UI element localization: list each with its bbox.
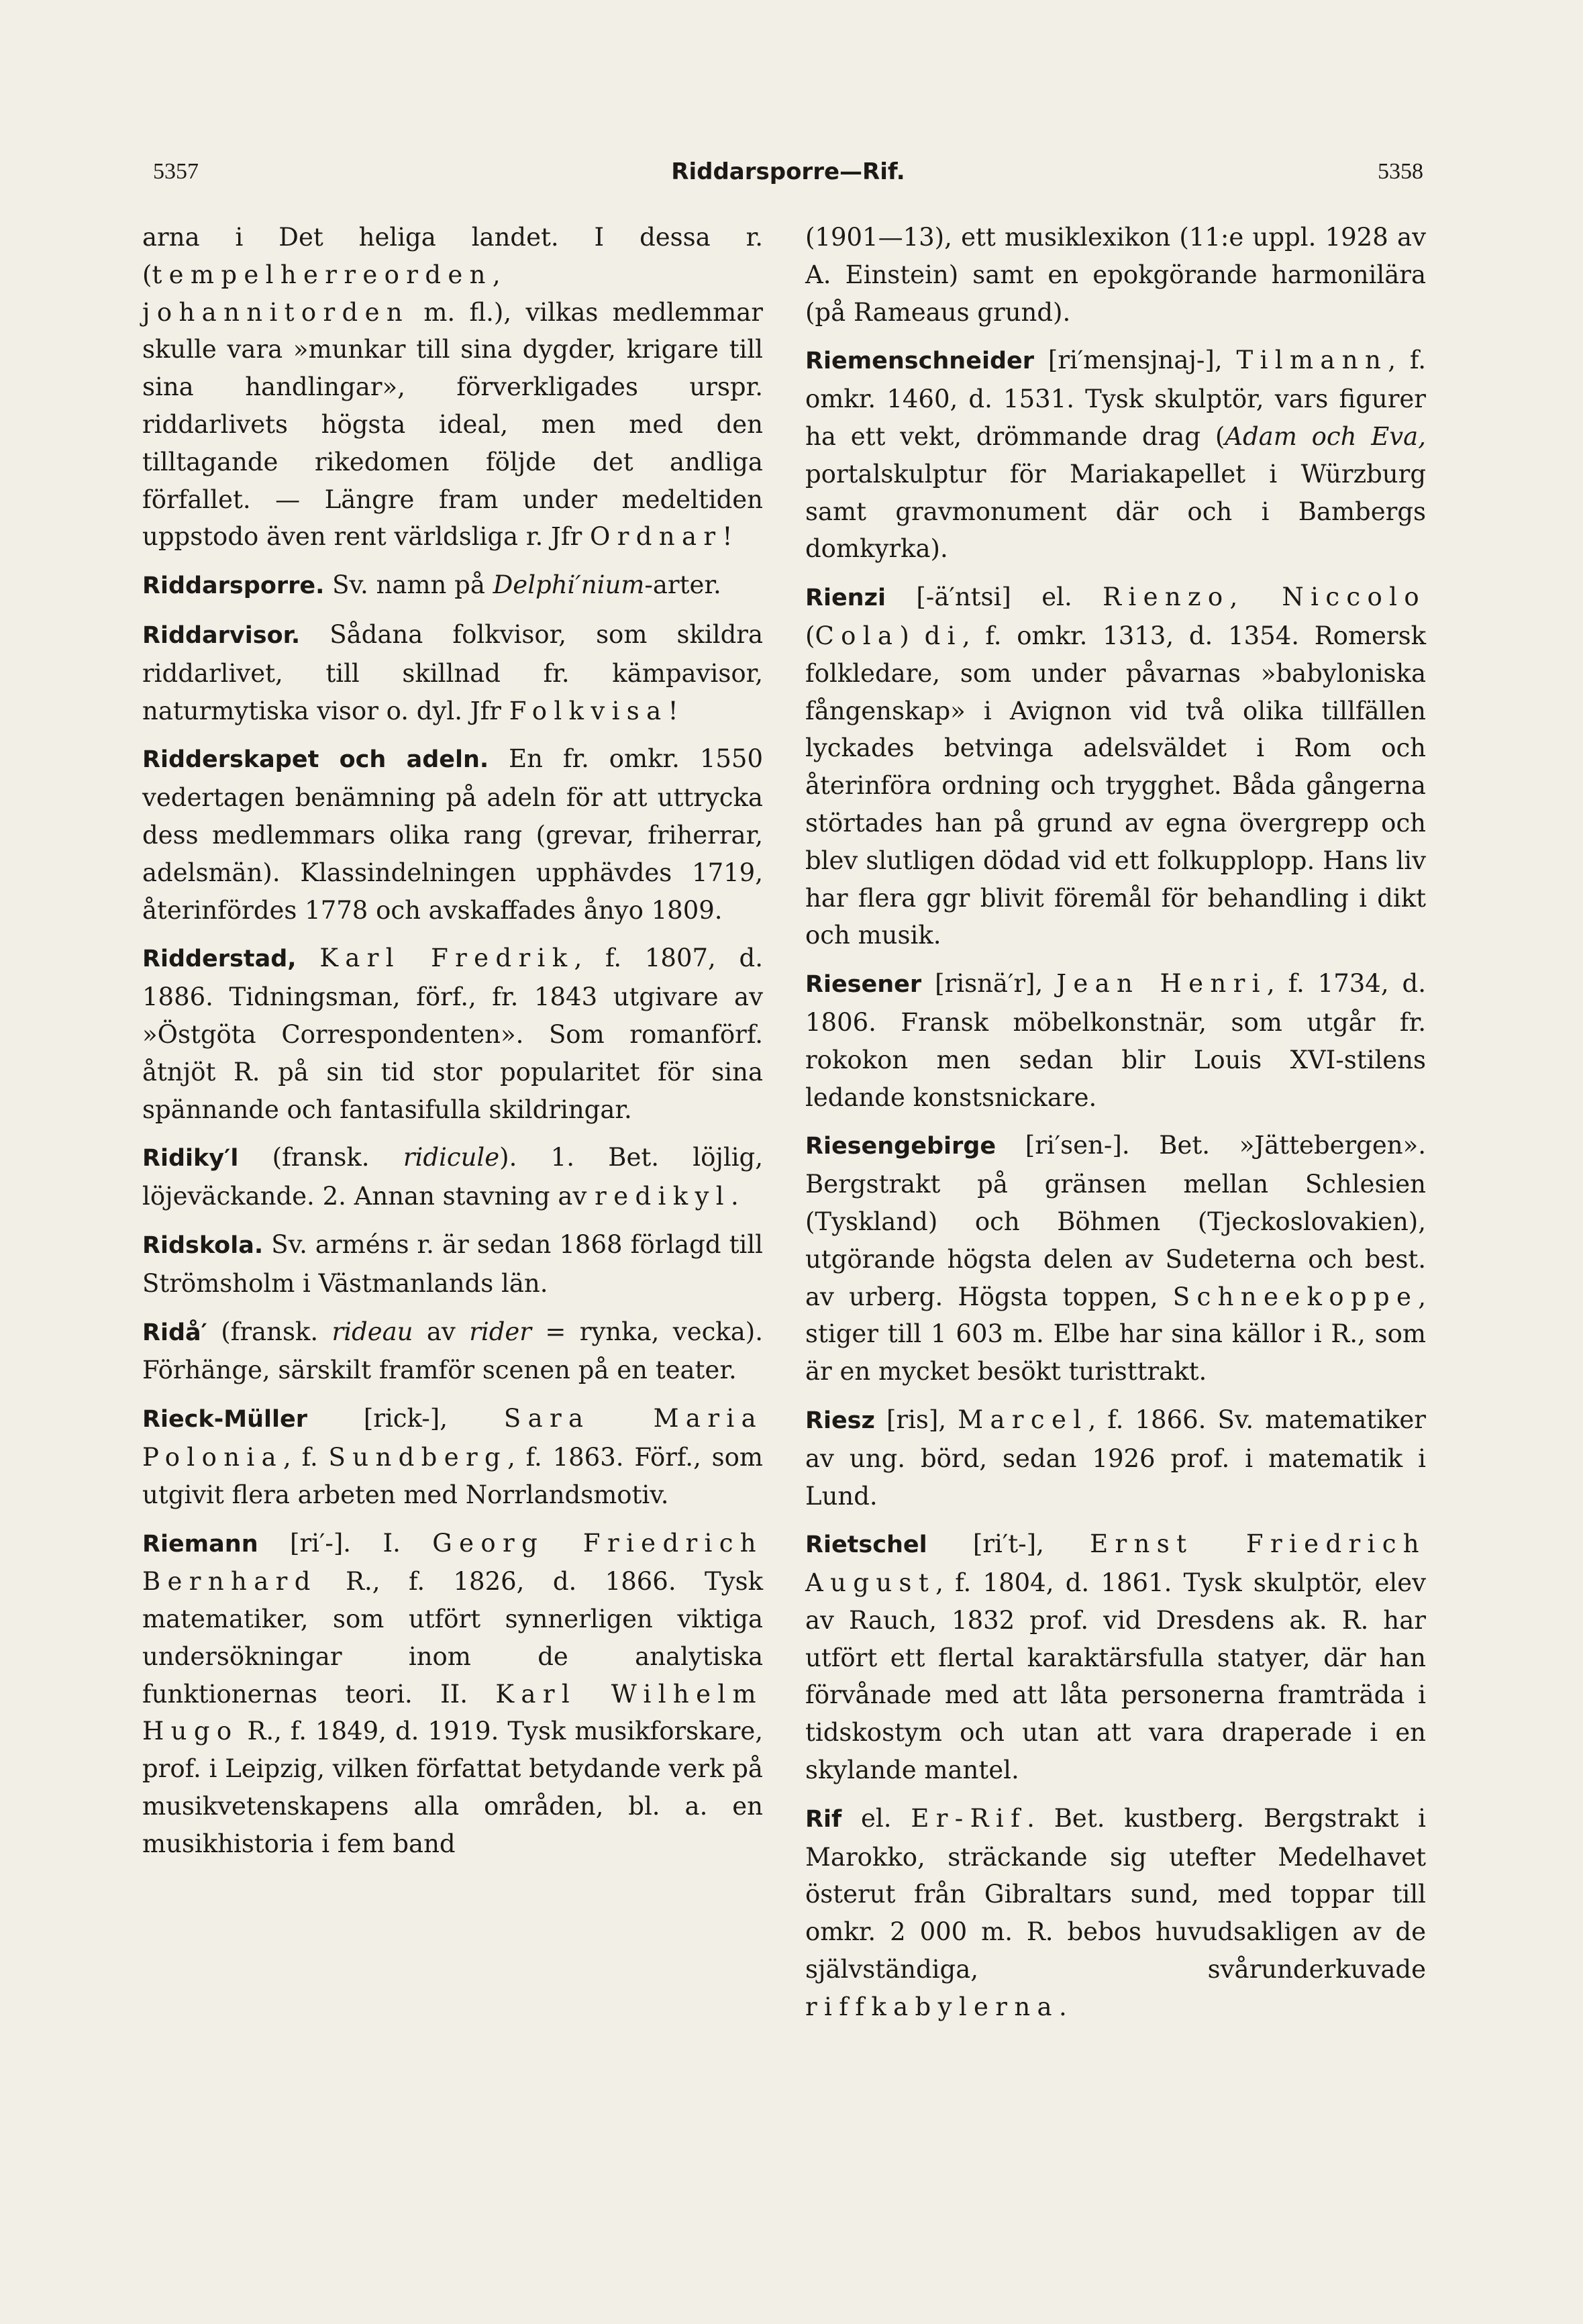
entry-text: , stiger till 1 603 m. Elbe har sina källor i R., som är en mycket besökt turisttrakt.	[805, 1282, 1426, 1386]
headword: Rif	[805, 1805, 842, 1833]
entry-text: , f. 1807, d. 1886. Tidningsman, förf., fr. 1843 utgivare av »Östgöta Correspondenten». Som romanförf. åtnjöt R. på sin tid stor popularitet för sina spännande och fantasifulla skildringar.	[142, 944, 764, 1124]
headword: Rietschel	[805, 1531, 927, 1559]
italic-term: Adam och Eva,	[1225, 421, 1426, 451]
entry-continuation	[805, 219, 1426, 331]
entry-text: [risnä′r],	[921, 969, 1057, 999]
headword: Riddarsporre.	[142, 572, 325, 600]
person-name: Rienzo, Niccolo	[1103, 583, 1426, 612]
person-name: di	[924, 621, 962, 650]
entry-text: [ri′t-],	[927, 1529, 1090, 1559]
entry-rif	[805, 1800, 1426, 2026]
headword: Riesz	[805, 1407, 875, 1434]
entry-text: , f. 1863. Förf., som utgivit flera arbeten med Norrlandsmotiv.	[142, 1442, 763, 1509]
entry-text: , f.	[283, 1442, 329, 1472]
headword: Ridderskapet och adeln.	[142, 746, 489, 774]
spaced-term: tempelherreorden, johannitorden	[142, 260, 507, 327]
headword: Riesener	[805, 971, 922, 999]
entry-text: , f. 1734, d. 1806. Fransk möbelkonstnär, som utgår fr. rokokon men sedan blir Louis XVI-stilens ledande konstsnickare.	[805, 969, 1426, 1112]
entry-text: av	[413, 1317, 470, 1346]
entry-text: [ri′mensjnaj-],	[1034, 346, 1237, 375]
person-name: Georg Friedrich Bernhard	[142, 1528, 763, 1597]
right-column	[805, 219, 1426, 2037]
entry-text: = rynka, vecka). Förhänge, särskilt framför scenen på en teater.	[142, 1317, 763, 1385]
person-name: Karl Fredrik	[319, 944, 574, 973]
page-number-right: 5358	[1378, 159, 1423, 184]
entry-text: , f. 1804, d. 1861. Tysk skulptör, elev av Rauch, 1832 prof. vid Dresdens ak. R. har utfört ett flertal karaktärsfulla statyer, där han förvånade med att låta personerna framträda i tidskostym och utan att vara draperade i en skylande mantel.	[805, 1568, 1426, 1785]
place-name: Er-Rif	[911, 1803, 1027, 1833]
entry-riesener	[805, 965, 1426, 1116]
entry-text: arna i Det heliga landet. I dessa r. (	[142, 223, 763, 289]
entry-text: .	[730, 1182, 739, 1211]
cross-reference: Ordnar	[590, 522, 723, 552]
entry-text: , f. omkr. 1460, d. 1531. Tysk skulptör, vars figurer ha ett vekt, drömmande drag (	[805, 346, 1426, 451]
entry-text: Sv. arméns r. är sedan 1868 förlagd till Strömsholm i Västmanlands län.	[142, 1229, 763, 1298]
entry-text: . Bet. kustberg. Bergstrakt i Marokko, sträckande sig utefter Medelhavet österut från Gibraltars sund, med toppar till omkr. 2 000 m. R. bebos huvudsakligen av de självständiga, svårunderkuvade	[805, 1803, 1426, 1984]
entry-text: !	[722, 522, 733, 552]
headword: Ridderstad,	[142, 946, 297, 973]
person-name: Tilmann	[1236, 346, 1388, 375]
cross-reference: riffkabylerna	[805, 1992, 1059, 2021]
entry-riddarsporre	[142, 566, 763, 605]
entry-text: , f. omkr. 1313, d. 1354. Romersk folkledare, som under påvarnas »babyloniska fångenskap» i Avignon vid två olika tillfällen lyckades betvinga adelsväldet i Rom och återinföra ordning och trygghet. Båda gångerna störtades han på grund av egna övergrepp och blev slutligen dödad vid ett folkupplopp. Hans liv har flera ggr blivit föremål för behandling i dikt och musik.	[805, 621, 1426, 950]
entry-ridderstad	[142, 940, 763, 1128]
person-name: Sara Maria Polonia	[142, 1404, 763, 1472]
entry-text: (	[805, 621, 815, 650]
person-name: Sundberg	[328, 1442, 508, 1472]
left-column	[142, 219, 763, 1874]
person-name: Cola	[815, 621, 900, 650]
entry-rieck-muller	[142, 1400, 763, 1513]
entry-rietschel	[805, 1525, 1426, 1789]
entry-text: (1901—13), ett musiklexikon (11:e uppl. 1928 av A. Einstein) samt en epokgörande harmonilära (på Rameaus grund).	[805, 223, 1426, 327]
person-name: Marcel	[958, 1405, 1088, 1434]
entry-riesengebirge	[805, 1127, 1426, 1391]
entry-rienzi	[805, 578, 1426, 954]
headword: Rieck-Müller	[142, 1406, 307, 1433]
cross-reference: Folkvisa	[509, 696, 668, 725]
entry-text: !	[668, 696, 678, 725]
entry-riemann	[142, 1525, 763, 1863]
entry-text: [ri′sen-]. Bet. »Jättebergen». Bergstrakt på gränsen mellan Schlesien (Tyskland) och Böhmen (Tjeckoslovakien), utgörande högsta delen av Sudeterna och best. av urberg. Högsta toppen,	[805, 1131, 1426, 1311]
person-name: Jean Henri	[1056, 969, 1267, 999]
headword: Riemann	[142, 1530, 258, 1558]
entry-ridskola	[142, 1226, 763, 1303]
page-title: Riddarsporre—Rif.	[671, 158, 905, 185]
cross-reference: redikyl	[595, 1182, 731, 1211]
entry-text: ). 1. Bet. löjlig, löjeväckande. 2. Annan stavning av	[142, 1143, 763, 1211]
italic-term: ridicule	[403, 1143, 500, 1172]
entry-text: , f. 1866. Sv. matematiker av ung. börd, sedan 1926 prof. i matematik i Lund.	[805, 1405, 1426, 1511]
entry-text: En fr. omkr. 1550 vedertagen benämning på adeln för att uttrycka dess medlemmars olika rang (grevar, friherrar, adelsmän). Klassindelningen upphävdes 1719, återinfördes 1778 och avskaffades ånyo 1809.	[142, 744, 763, 925]
headword: Ridiky′l	[142, 1145, 239, 1172]
entry-text: portalskulptur för Mariakapellet i Würzburg samt gravmonument där och i Bambergs domkyrka).	[805, 459, 1426, 564]
entry-continuation	[142, 219, 763, 556]
headword: Rienzi	[805, 585, 886, 612]
headword: Ridå′	[142, 1319, 207, 1346]
person-name: Karl Wilhelm Hugo	[142, 1679, 764, 1746]
entry-text: (fransk.	[238, 1143, 403, 1172]
italic-term: rideau	[331, 1317, 413, 1346]
italic-term: rider	[469, 1317, 531, 1346]
entry-text: R., f. 1849, d. 1919. Tysk musikforskare, prof. i Leipzig, vilken författat betydande verk på musikvetenskapens alla områden, bl. a. en musikhistoria i fem band	[142, 1717, 763, 1858]
headword: Riddarvisor.	[142, 621, 301, 649]
place-name: Schneekoppe	[1172, 1282, 1419, 1311]
entry-riddarvisor	[142, 616, 763, 729]
italic-term: Delphi′nium	[493, 570, 645, 600]
entry-text: el.	[841, 1803, 911, 1833]
entry-text: [rick-],	[307, 1404, 504, 1433]
entry-riemenschneider	[805, 342, 1426, 568]
headword: Ridskola.	[142, 1231, 264, 1259]
entry-text: [ri′-]. I.	[258, 1528, 433, 1558]
entry-text: Sv. namn på	[324, 570, 493, 600]
page-number-left: 5357	[153, 159, 199, 184]
entry-text: )	[899, 621, 925, 650]
entry-text: Sådana folkvisor, som skildra riddarlivet, till skillnad fr. kämpavisor, naturmytiska visor o. dyl. Jfr	[142, 619, 763, 725]
entry-text: m. fl.), vilkas medlemmar skulle vara »munkar till sina dygder, krigare till sina handlingar», förverkligades urspr. riddarlivets högsta ideal, men med den tilltagande rikedomen följde det andliga förfallet. — Längre fram under medeltiden uppstodo även rent världsliga r. Jfr	[142, 297, 763, 552]
entry-ridderskapet	[142, 740, 763, 929]
entry-text: -arter.	[644, 570, 721, 600]
page-header	[153, 152, 1423, 192]
headword: Riemenschneider	[805, 348, 1035, 375]
entry-rida	[142, 1313, 763, 1390]
entry-text: R., f. 1826, d. 1866. Tysk matematiker, som utfört synnerligen viktiga undersökningar inom de analytiska funktionernas teori. II.	[142, 1567, 763, 1709]
entry-text: [-ä′ntsi] el.	[885, 583, 1103, 612]
entry-text: (fransk.	[207, 1317, 332, 1346]
entry-text: .	[1058, 1992, 1067, 2021]
entry-riesz	[805, 1401, 1426, 1515]
headword: Riesengebirge	[805, 1133, 997, 1160]
person-name: Ernst Friedrich August	[805, 1529, 1426, 1598]
entry-text: [ris],	[874, 1405, 958, 1434]
entry-ridikyl	[142, 1139, 763, 1215]
